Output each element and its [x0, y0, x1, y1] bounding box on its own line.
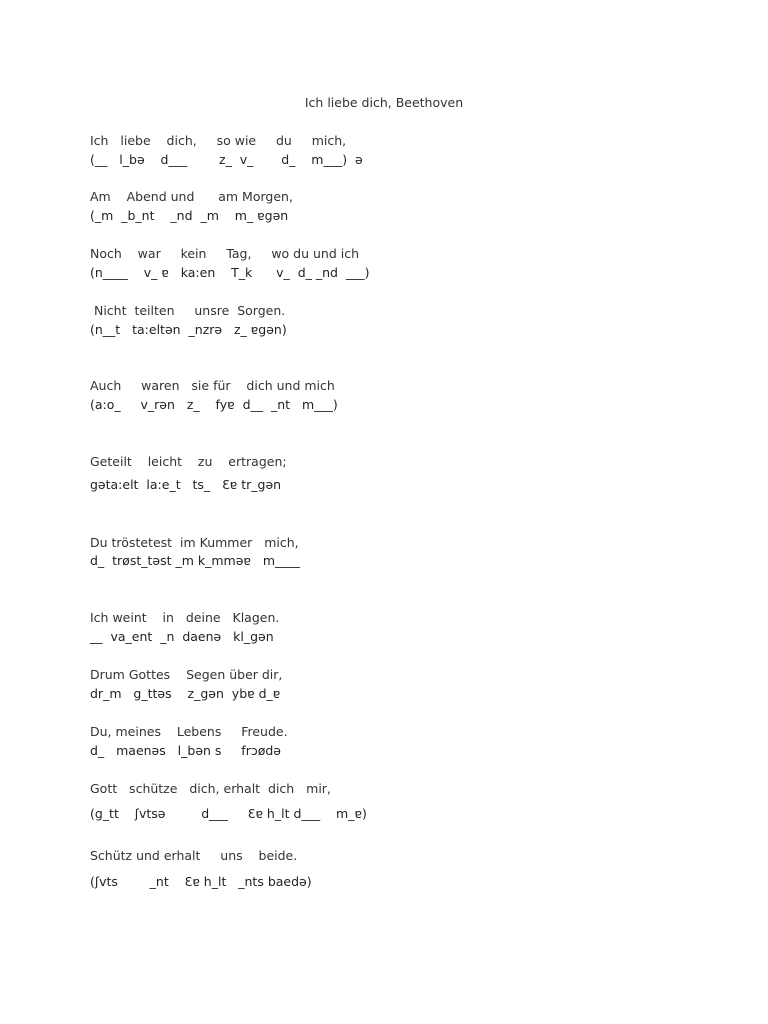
- stanza-5-text: Auch waren sie für dich und mich: [90, 378, 335, 393]
- poem-title: Ich liebe dich, Beethoven: [304, 95, 464, 110]
- stanza-11-text: Gott schütze dich, erhalt dich mir,: [90, 781, 331, 796]
- stanza-7-text: Du tröstetest im Kummer mich,: [90, 535, 299, 550]
- stanza-2-text: Am Abend und am Morgen,: [90, 189, 293, 204]
- stanza-9-text: Drum Gottes Segen über dir,: [90, 667, 283, 682]
- stanza-6-text: Geteilt leicht zu ertragen;: [90, 454, 287, 469]
- stanza-11-ipa: (g_tt ʃvtsə d___ Ɛɐ h_lt d___ m_ɐ): [90, 806, 367, 821]
- stanza-6-ipa: gəta:elt la:e_t ts_ Ɛɐ tr_gən: [90, 477, 282, 492]
- stanza-12-text: Schütz und erhalt uns beide.: [90, 848, 298, 863]
- stanza-8-text: Ich weint in deine Klagen.: [90, 610, 280, 625]
- stanza-4-ipa: (n__t ta:eltən _nzrə z_ ɐgən): [90, 322, 287, 337]
- stanza-3-ipa: (n____ v_ ɐ ka:en T_k v_ d_ _nd ___): [90, 265, 370, 280]
- stanza-1-text: Ich liebe dich, so wie du mich,: [90, 133, 347, 148]
- stanza-5-ipa: (a:o_ v_rən z_ fyɐ d__ _nt m___): [90, 397, 338, 412]
- stanza-2-ipa: (_m _b_nt _nd _m m_ ɐgən: [90, 208, 289, 223]
- stanza-12-ipa: (ʃvts _nt Ɛɐ h_lt _nts baedə): [90, 874, 312, 889]
- stanza-10-text: Du, meines Lebens Freude.: [90, 724, 288, 739]
- stanza-8-ipa: __ va_ent _n daenə kl_gən: [90, 629, 274, 644]
- stanza-7-ipa: d_ trøst_təst _m k_mməɐ m____: [90, 553, 300, 568]
- stanza-9-ipa: dr_m g_ttəs z_gən ybɐ d_ɐ: [90, 686, 281, 701]
- stanza-4-text: Nicht teilten unsre Sorgen.: [90, 303, 286, 318]
- stanza-10-ipa: d_ maenəs l_bən s frɔødə: [90, 743, 281, 758]
- stanza-3-text: Noch war kein Tag, wo du und ich: [90, 246, 360, 261]
- stanza-1-ipa: (__ l_bə d___ z_ v_ d_ m___) ə: [90, 152, 363, 167]
